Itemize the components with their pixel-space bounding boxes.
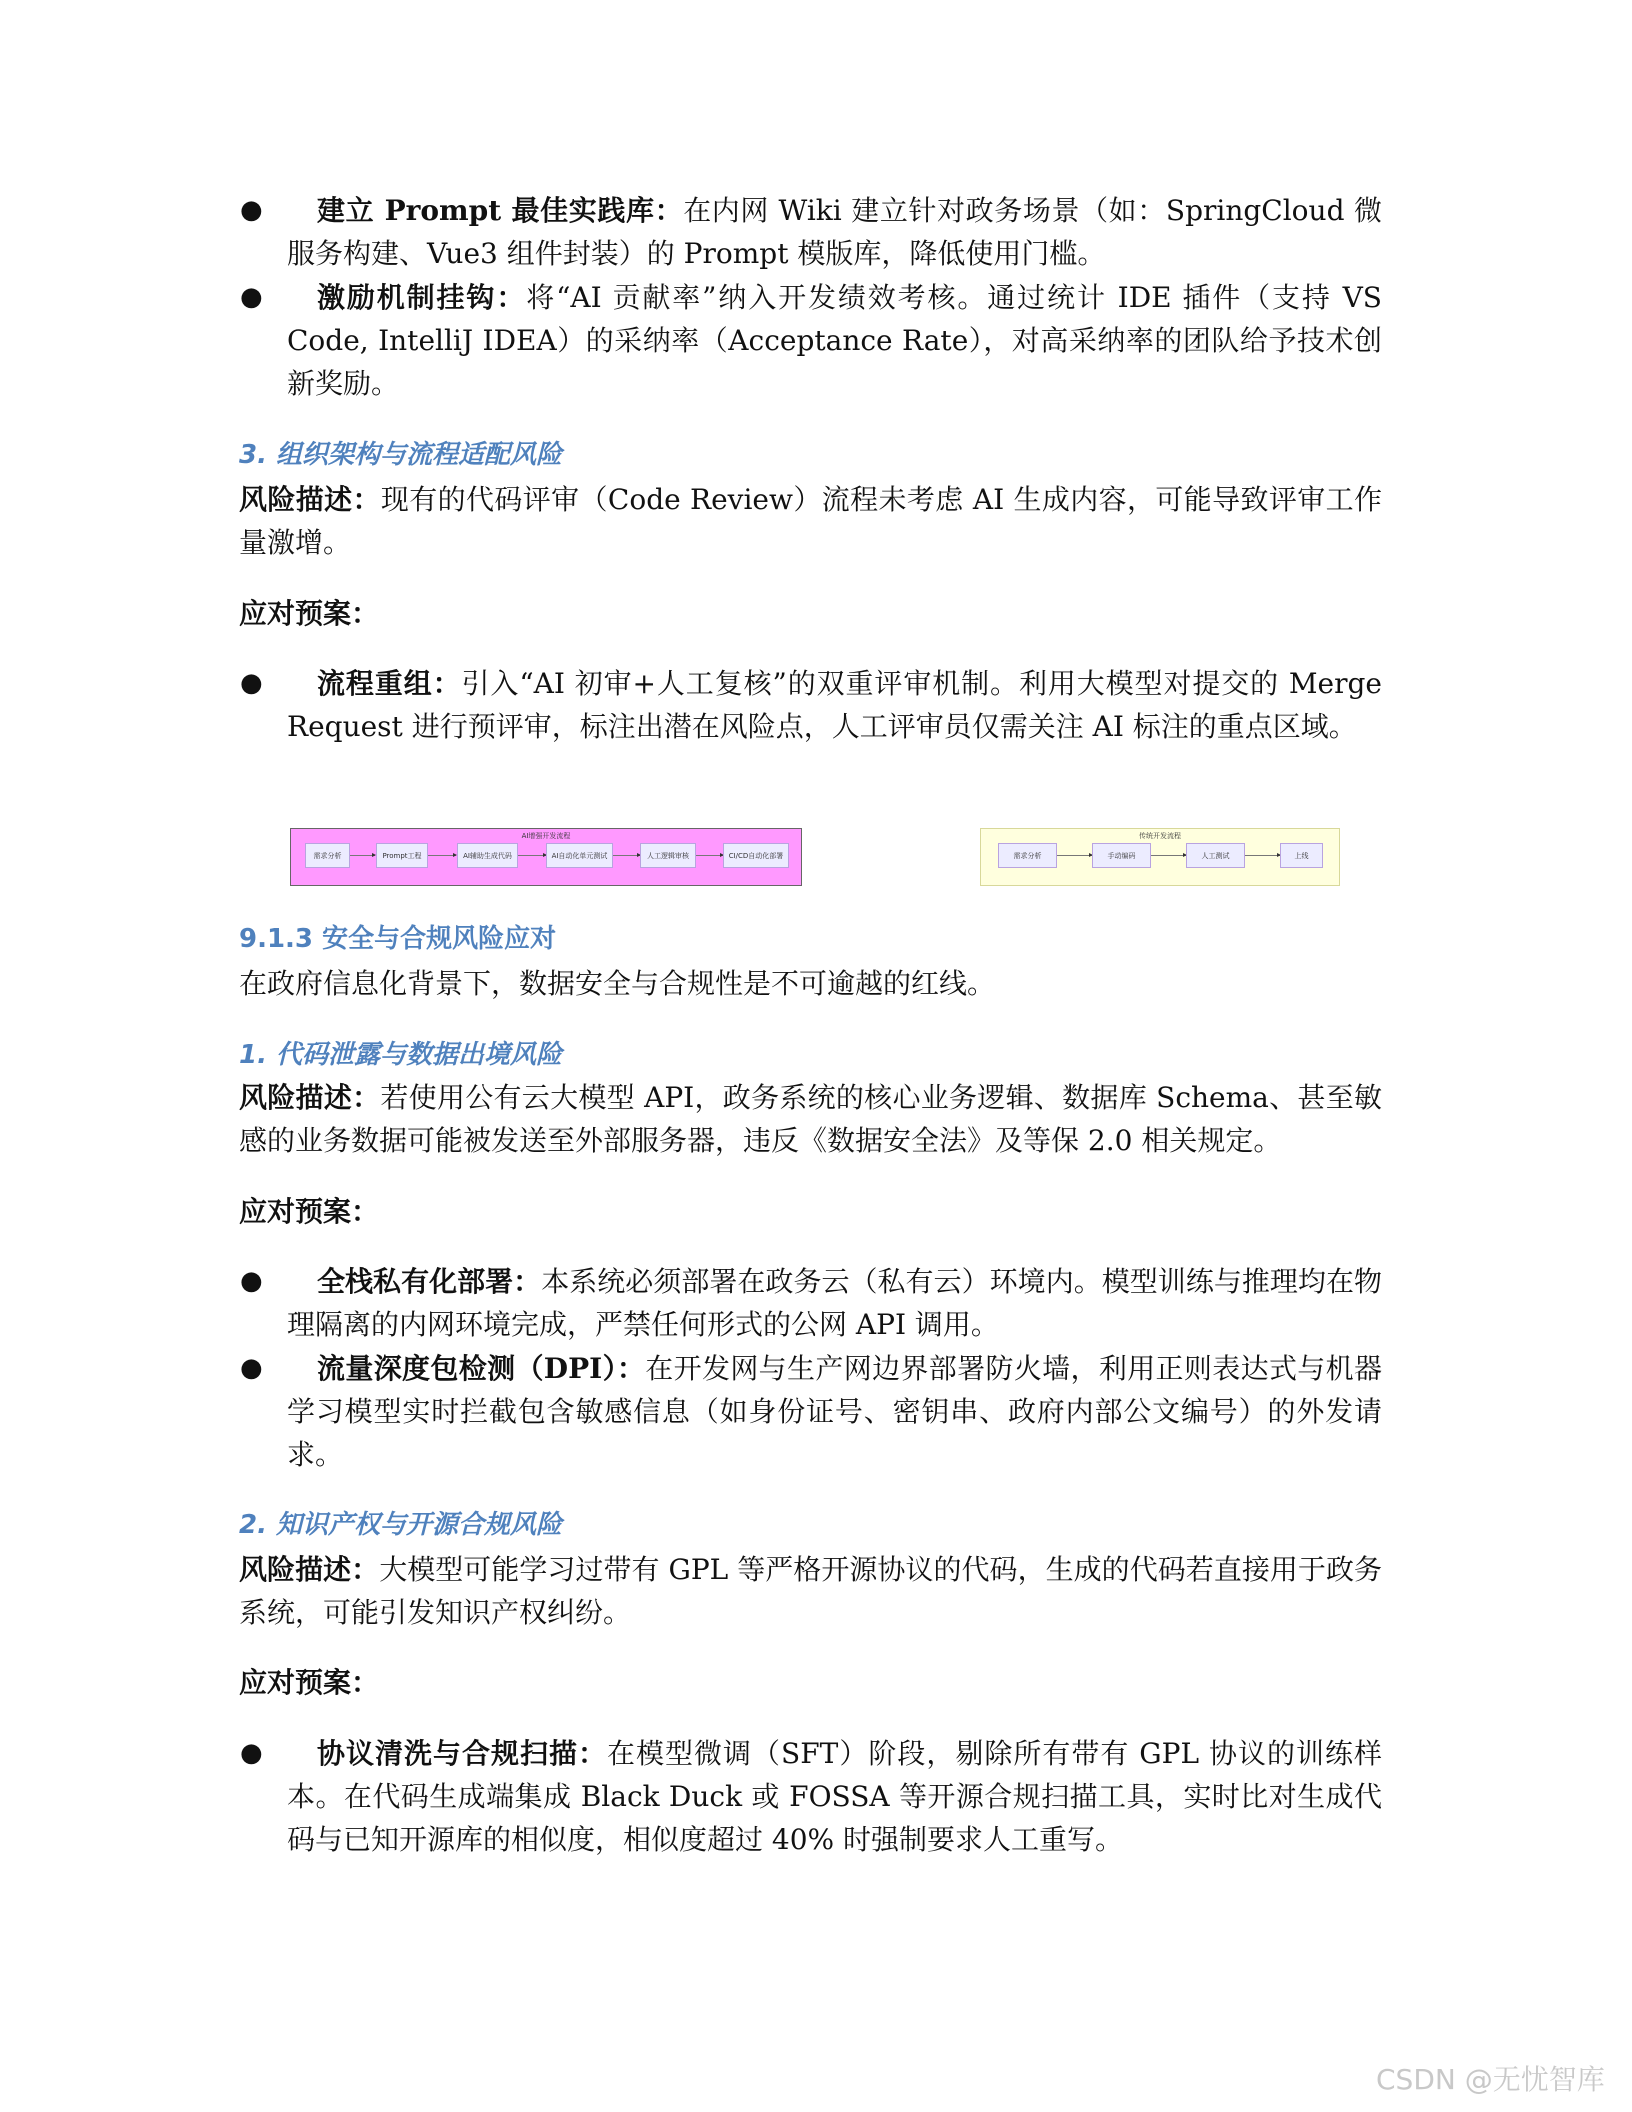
flow-node: AI辅助生成代码 [457, 843, 518, 868]
arrow-icon [696, 855, 723, 856]
arrow-icon [428, 855, 456, 856]
arrow-icon [613, 855, 640, 856]
flow-node: 需求分析 [305, 843, 350, 868]
flow-node: Prompt工程 [376, 843, 428, 868]
section-heading: 2. 知识产权与开源合规风险 [239, 1510, 563, 1540]
diagram-title: 传统开发流程 [1139, 832, 1181, 840]
diagram-title: AI增强开发流程 [521, 832, 571, 840]
flow-node: 上线 [1280, 843, 1323, 868]
section-heading: 9.1.3 安全与合规风险应对 [239, 924, 557, 954]
arrow-icon [1057, 855, 1092, 856]
arrow-icon [350, 855, 375, 856]
bullet-icon: ● [240, 195, 263, 225]
ai-flow-diagram [290, 828, 802, 886]
section-heading: 1. 代码泄露与数据出境风险 [239, 1040, 563, 1070]
section-heading: 3. 组织架构与流程适配风险 [239, 440, 563, 470]
arrow-icon [1245, 855, 1280, 856]
bullet-icon: ● [240, 282, 263, 312]
plan-label: 应对预案： [239, 1195, 380, 1228]
bullet-item: ● 流量深度包检测（DPI）：在开发网与生产网边界部署防火墙，利用正则表达式与机器学习模型实时拦截包含敏感信息（如身份证号、密钥串、政府内部公文编号）的外发请求。 [287, 1347, 1382, 1476]
section-intro: 在政府信息化背景下，数据安全与合规性是不可逾越的红线。 [239, 967, 996, 1000]
bullet-item: ● 全栈私有化部署：本系统必须部署在政务云（私有云）环境内。模型训练与推理均在物理隔离的内网环境完成，严禁任何形式的公网 API 调用。 [287, 1260, 1382, 1346]
bullet-icon: ● [240, 1738, 263, 1768]
flow-node: 人工测试 [1186, 843, 1245, 868]
risk-description: 风险描述：若使用公有云大模型 API，政务系统的核心业务逻辑、数据库 Schema、甚至敏感的业务数据可能被发送至外部服务器，违反《数据安全法》及等保 2.0 相关规定。 [239, 1081, 1382, 1157]
watermark: CSDN @无忧智库 [1376, 2063, 1605, 2096]
bullet-item: ● 协议清洗与合规扫描：在模型微调（SFT）阶段，剔除所有带有 GPL 协议的训练样本。在代码生成端集成 Black Duck 或 FOSSA 等开源合规扫描工具，实时比对生成代码与已知开源库的相似度，相似度超过 40% 时强制要求人工重写。 [287, 1732, 1382, 1861]
flow-node: 需求分析 [998, 843, 1057, 868]
bullet-icon: ● [240, 668, 263, 698]
plan-label: 应对预案： [239, 1666, 380, 1699]
flow-node: AI自动化单元测试 [546, 843, 613, 868]
arrow-icon [1151, 855, 1186, 856]
arrow-icon [518, 855, 546, 856]
flow-node: 人工逻辑审核 [640, 843, 696, 868]
plan-label: 应对预案： [239, 597, 380, 630]
risk-description: 风险描述：现有的代码评审（Code Review）流程未考虑 AI 生成内容，可能导致评审工作量激增。 [239, 483, 1382, 559]
traditional-flow-diagram [980, 828, 1340, 886]
bullet-icon: ● [240, 1266, 263, 1296]
flow-node: CI/CD自动化部署 [723, 843, 789, 868]
risk-description: 风险描述：大模型可能学习过带有 GPL 等严格开源协议的代码，生成的代码若直接用于政务系统，可能引发知识产权纠纷。 [239, 1553, 1382, 1629]
bullet-item: ● 流程重组：引入“AI 初审+人工复核”的双重评审机制。利用大模型对提交的 Merge Request 进行预评审，标注出潜在风险点，人工评审员仅需关注 AI 标注的重点区域。 [287, 662, 1382, 748]
flow-node: 手动编码 [1092, 843, 1151, 868]
bullet-icon: ● [240, 1353, 263, 1383]
bullet-item: ● 建立 Prompt 最佳实践库：在内网 Wiki 建立针对政务场景（如：SpringCloud 微服务构建、Vue3 组件封装）的 Prompt 模版库，降低使用门槛。 [287, 189, 1382, 275]
bullet-item: ● 激励机制挂钩：将“AI 贡献率”纳入开发绩效考核。通过统计 IDE 插件（支持 VS Code, IntelliJ IDEA）的采纳率（Acceptance Rate），对高采纳率的团队给予技术创新奖励。 [287, 276, 1382, 405]
